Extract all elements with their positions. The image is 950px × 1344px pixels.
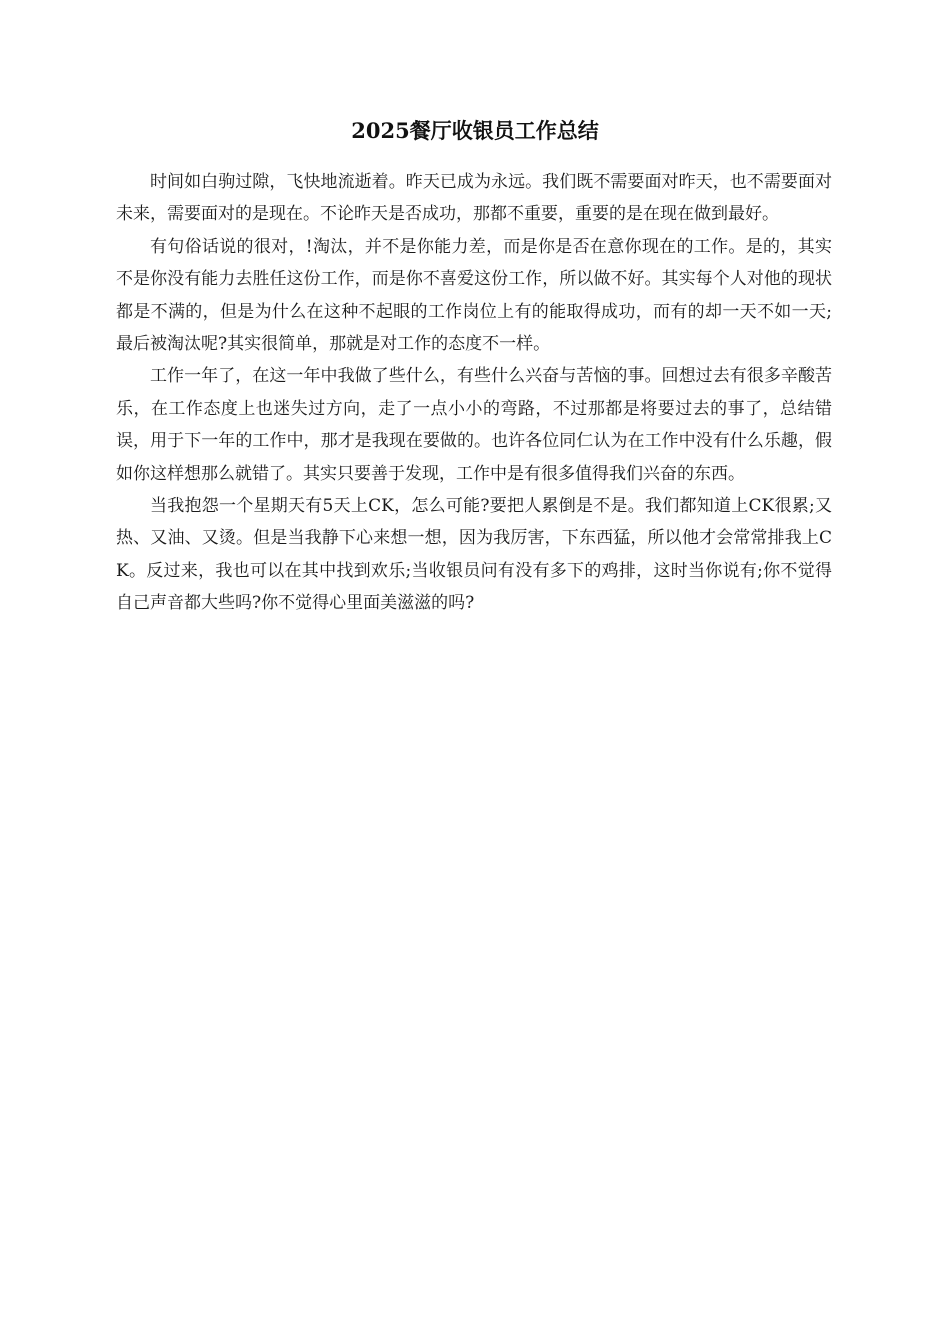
paragraph-1: 时间如白驹过隙，飞快地流逝着。昨天已成为永远。我们既不需要面对昨天，也不需要面对未来，需要面对的是现在。不论昨天是否成功，那都不重要，重要的是在现在做到最好。 bbox=[116, 172, 832, 225]
paragraph-4: 当我抱怨一个星期天有5天上CK，怎么可能?要把人累倒是不是。我们都知道上CK很累;又热、又油、又烫。但是当我静下心来想一想，因为我厉害，下东西猛，所以他才会常常排我上CK。反过来，我也可以在其中找到欢乐;当收银员问有没有多下的鸡排，这时当你说有;你不觉得自己声音都大些吗?你不觉得心里面美滋滋的吗? bbox=[116, 496, 832, 614]
document-body bbox=[116, 166, 832, 620]
paragraph-2: 有句俗话说的很对，!淘汰，并不是你能力差，而是你是否在意你现在的工作。是的，其实不是你没有能力去胜任这份工作，而是你不喜爱这份工作，所以做不好。其实每个人对他的现状都是不满的，但是为什么在这种不起眼的工作岗位上有的能取得成功，而有的却一天不如一天;最后被淘汰呢?其实很简单，那就是对工作的态度不一样。 bbox=[116, 236, 832, 355]
paragraph-3: 工作一年了，在这一年中我做了些什么，有些什么兴奋与苦恼的事。回想过去有很多辛酸苦乐，在工作态度上也迷失过方向，走了一点小小的弯路，不过那都是将要过去的事了，总结错误，用于下一年的工作中，那才是我现在要做的。也许各位同仁认为在工作中没有什么乐趣，假如你这样想那么就错了。其实只要善于发现，工作中是有很多值得我们兴奋的东西。 bbox=[116, 366, 832, 484]
document-title: 2025餐厅收银员工作总结 bbox=[351, 118, 599, 143]
